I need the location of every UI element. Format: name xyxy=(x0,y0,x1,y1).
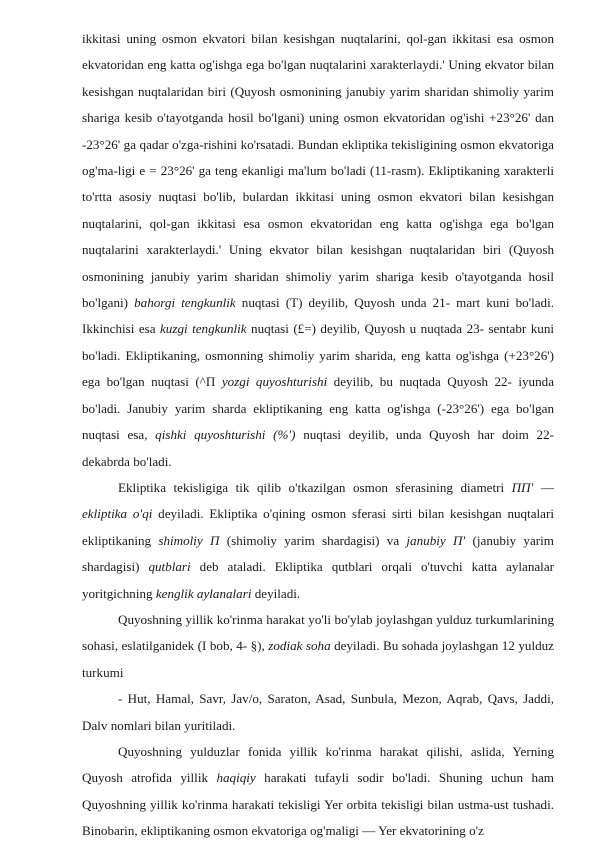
text-run: deyiladi. Bu sohada joylashgan 12 yulduz turkumi xyxy=(82,638,554,680)
paragraph xyxy=(82,475,554,607)
italic-term: kenglik aylanalari xyxy=(155,585,252,601)
text-run: (shimoliy yarim shardagisi) va xyxy=(219,532,407,548)
paragraph xyxy=(82,739,554,845)
paragraph xyxy=(82,607,554,686)
text-run: deyiladi. Ekliptika o'qining osmon sferasi sirti bilan kesishgan nuqtalari ekliptikaning xyxy=(82,506,554,548)
italic-term: qishki quyoshturishi (%') xyxy=(155,427,296,443)
italic-term: ΠΠ' xyxy=(511,479,534,495)
italic-term: yozgi quyoshturishi xyxy=(221,374,328,390)
text-run: deyiladi. xyxy=(251,585,301,601)
text-run: nuqtasi deyilib, unda Quyosh har doim 22- dekabrda bo'ladi. xyxy=(82,427,554,469)
paragraph xyxy=(82,686,554,739)
text-run: harakati tufayli sodir bo'ladi. Shuning uchun ham Quyoshning yillik ko'rinma harakati tekisligi Yer orbita tekisligi bilan ustma-ust tushadi. Binobarin, ekliptikaning osmon ekvatoriga og'maligi — Yer ekvatorining o'z xyxy=(82,770,554,839)
text-run: — xyxy=(533,479,554,495)
italic-term: ekliptika o'qi xyxy=(82,506,153,522)
text-run: Quyoshning yillik ko'rinma harakat yo'li bo'ylab joylashgan yulduz turkumlarining sohasi, eslatilganidek (I bob, 4- §), xyxy=(82,611,554,654)
italic-term: janubiy Π' xyxy=(406,532,466,548)
document-page xyxy=(82,26,554,845)
text-run: nuqtasi (£=) deyilib, Quyosh u nuqtada 23- sentabr kuni bo'ladi. Ekliptikaning, osmonning shimoliy yarim sharida, eng katta og'ishga (+23°26') ega bo'lgan nuqtasi (^Π xyxy=(82,321,554,390)
italic-term: qutblari xyxy=(148,559,191,575)
text-run: ikkitasi uning osmon ekvatori bilan kesishgan nuqtalarini, qol-gan ikkitasi esa osmon ekvatoridan eng katta og'ishga ega bo'lgan nuqtalarini xarakterlaydi.' Uning ekvator bilan kesishgan nuqtalaridan biri (Quyosh osmonining janubiy yarim sharidan shimoliy yarim shariga kesib o'tayotganda hosil bo'lgani) uning osmon ekvatoridan og'ishi +23°26' dan -23°26' ga qadar o'zga-rishini ko'rsatadi. Bundan ekliptika tekisligining osmon ekvatoriga og'ma-ligi e = 23°26' ga teng ekanligi ma'lum bo'ladi (11-rasm). Ekliptikaning xarakterli to'rtta asosiy nuqtasi bo'lib, bulardan ikkitasi uning osmon ekvatori bilan kesishgan nuqtalarini, qol-gan ikkitasi esa osmon ekvatoridan eng katta og'ishga ega bo'lgan nuqtalarini xarakterlaydi.' Uning ekvator bilan kesishgan nuqtalaridan biri (Quyosh osmonining janubiy yarim sharidan shimoliy yarim shariga kesib o'tayotganda hosil bo'lgani) xyxy=(82,31,554,311)
text-run: deb ataladi. Ekliptika qutblari orqali o'tuvchi katta aylanalar yoritgichning xyxy=(82,559,554,601)
text-run: Ekliptika tekisligiga tik qilib o'tkazilgan osmon sferasining diametri xyxy=(118,479,512,495)
text-run: Quyoshning yulduzlar fonida yillik ko'rinma harakat qilishi, aslida, Yerning Quyosh atrofida yillik xyxy=(82,743,554,786)
text-run: - Hut, Hamal, Savr, Jav/o, Saraton, Asad, Sunbula, Mezon, Aqrab, Qavs, Jaddi, Dalv nomlari bilan yuritiladi. xyxy=(82,691,554,733)
italic-term: haqiqiy xyxy=(216,770,256,786)
text-run: (janubiy yarim shardagisi) xyxy=(82,532,554,575)
italic-term: kuzgi tengkunlik xyxy=(159,321,247,337)
text-run: deyilib, bu nuqtada Quyosh 22- iyunda bo'ladi. Janubiy yarim sharda ekliptikaning eng katta og'ishga (-23°26') ega bo'lgan nuqtasi esa, xyxy=(82,374,555,443)
italic-term: shimoliy Π xyxy=(158,532,220,548)
text-run: nuqtasi (T) deyilib, Quyosh unda 21- mart kuni bo'ladi. Ikkinchisi esa xyxy=(82,295,554,337)
italic-term: bahorgi tengkunlik xyxy=(134,295,236,311)
paragraph xyxy=(82,26,554,475)
italic-term: zodiak soha xyxy=(268,638,331,654)
